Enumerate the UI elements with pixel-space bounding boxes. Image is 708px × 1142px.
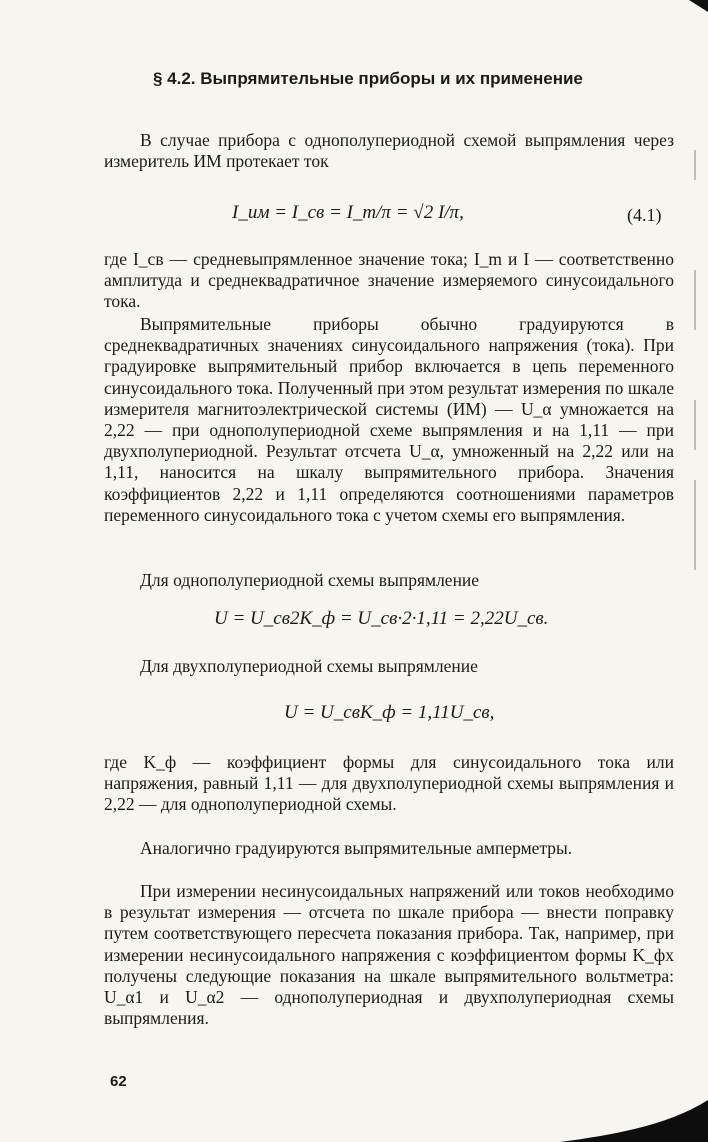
formula-4-1: I_им = I_св = I_m/π = √2 I/π, xyxy=(232,202,464,223)
paragraph-definitions: где I_св — средневыпрямленное значение тока; I_m и I — соответственно амплитуда и среднеквадратичное значение измеряемого синусоидального тока. xyxy=(104,249,674,312)
section-heading: § 4.2. Выпрямительные приборы и их применение xyxy=(153,69,583,88)
formula-half-wave: U = U_св2K_ф = U_св·2·1,11 = 2,22U_св. xyxy=(214,608,549,629)
paragraph-calibration: Выпрямительные приборы обычно градуируются в среднеквадратичных значениях синусоидального напряжения (тока). При градуировке выпрямительный прибор включается в цепь переменного синусоидального тока. Полученный при этом результат измерения по шкале измерителя магнитоэлектрической системы (ИМ) — U_α умножается на 2,22 — при однополупериодной схеме выпрямления и на 1,11 — при двухполупериодной. Результат отсчета U_α, умноженный на 2,22 или на 1,11, наносится на шкалу выпрямительного прибора. Значения коэффициентов 2,22 и 1,11 определяются соотношениями параметров переменного синусоидального тока с учетом схемы его выпрямления. xyxy=(104,314,674,525)
paragraph-nonsinusoidal: При измерении несинусоидальных напряжений или токов необходимо в результат измерения — отсчета по шкале прибора — внести поправку путем соответствующего пересчета показания прибора. Так, например, при измерении несинусоидального напряжения с коэффициентом формы K_фx получены следующие показания на шкале выпрямительного вольтметра: U_α1 и U_α2 — однополупериодная и двухполупериодная схемы выпрямления. xyxy=(104,881,674,1029)
paragraph-full-wave: Для двухполупериодной схемы выпрямление xyxy=(140,656,478,676)
formula-full-wave: U = U_свK_ф = 1,11U_св, xyxy=(284,702,495,723)
paragraph-form-factor: где K_ф — коэффициент формы для синусоидального тока или напряжения, равный 1,11 — для двухполупериодной схемы выпрямления и 2,22 — для однополупериодной схемы. xyxy=(104,752,674,815)
paragraph-ammeters: Аналогично градуируются выпрямительные амперметры. xyxy=(140,838,573,858)
binding-edge-marks xyxy=(690,150,700,580)
paragraph-intro: В случае прибора с однополупериодной схемой выпрямления через измеритель ИМ протекает ток xyxy=(104,130,674,172)
corner-mark-icon xyxy=(683,0,708,14)
paragraph-half-wave: Для однополупериодной схемы выпрямление xyxy=(140,570,480,590)
page-number: 62 xyxy=(110,1073,127,1090)
page-curl-shadow xyxy=(560,1088,708,1142)
formula-number: (4.1) xyxy=(627,205,662,225)
